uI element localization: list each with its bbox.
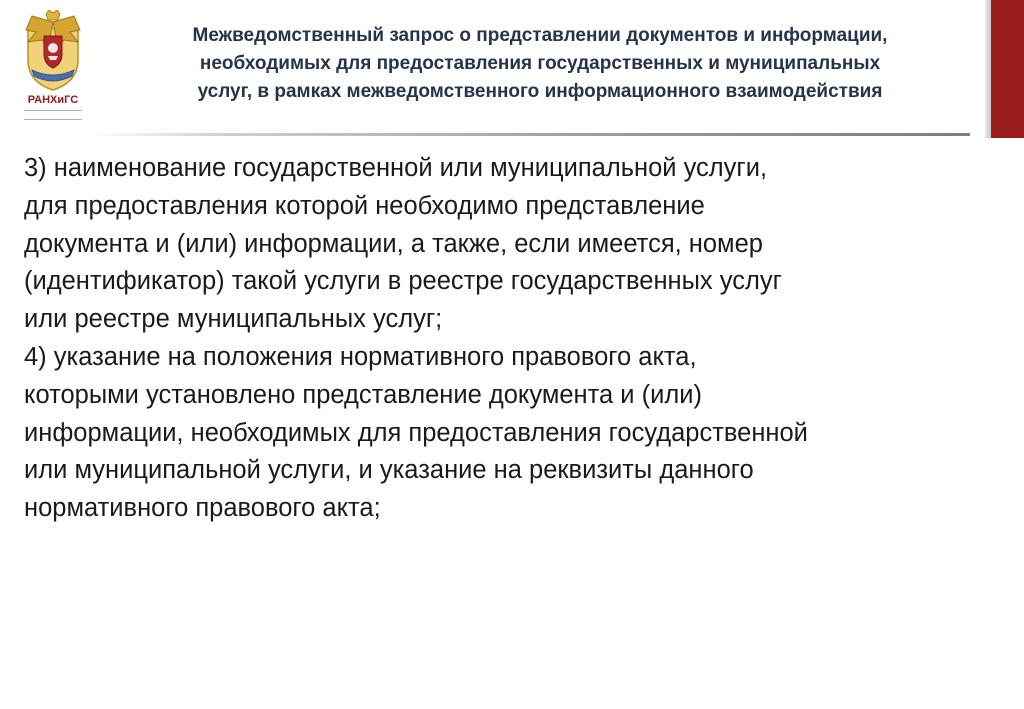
body-line: 4) указание на положения нормативного правового акта, [24, 342, 697, 371]
body-line: которыми установлено представление документа и (или) [24, 380, 702, 409]
body-line: нормативного правового акта; [24, 494, 381, 523]
body-line: 3) наименование государственной или муниципальной услуги, [24, 154, 768, 182]
body-line: или реестре муниципальных услуг; [24, 305, 443, 334]
body-line: для предоставления которой необходимо представление [24, 191, 705, 220]
body-text [24, 150, 1004, 528]
logo-subtitle-lines [24, 110, 82, 120]
body-line: или муниципальной услуги, и указание на реквизиты данного [24, 456, 754, 485]
page-title [100, 22, 980, 106]
emblem-icon [18, 10, 88, 94]
ranepa-logo [18, 10, 88, 122]
title-line: услуг, в рамках межведомственного информационного взаимодействия [197, 81, 883, 102]
body-line: информации, необходимых для предоставления государственной [24, 418, 808, 447]
title-divider [92, 133, 970, 136]
title-line: необходимых для предоставления государственных и муниципальных [199, 53, 881, 74]
body-line: (идентификатор) такой услуги в реестре государственных услуг [24, 267, 782, 296]
logo-text: РАНХиГС [27, 94, 79, 106]
accent-bar [991, 0, 1024, 138]
title-line: Межведомственный запрос о представлении документов и информации, [192, 25, 888, 46]
body-line: документа и (или) информации, а также, если имеется, номер [24, 229, 763, 258]
